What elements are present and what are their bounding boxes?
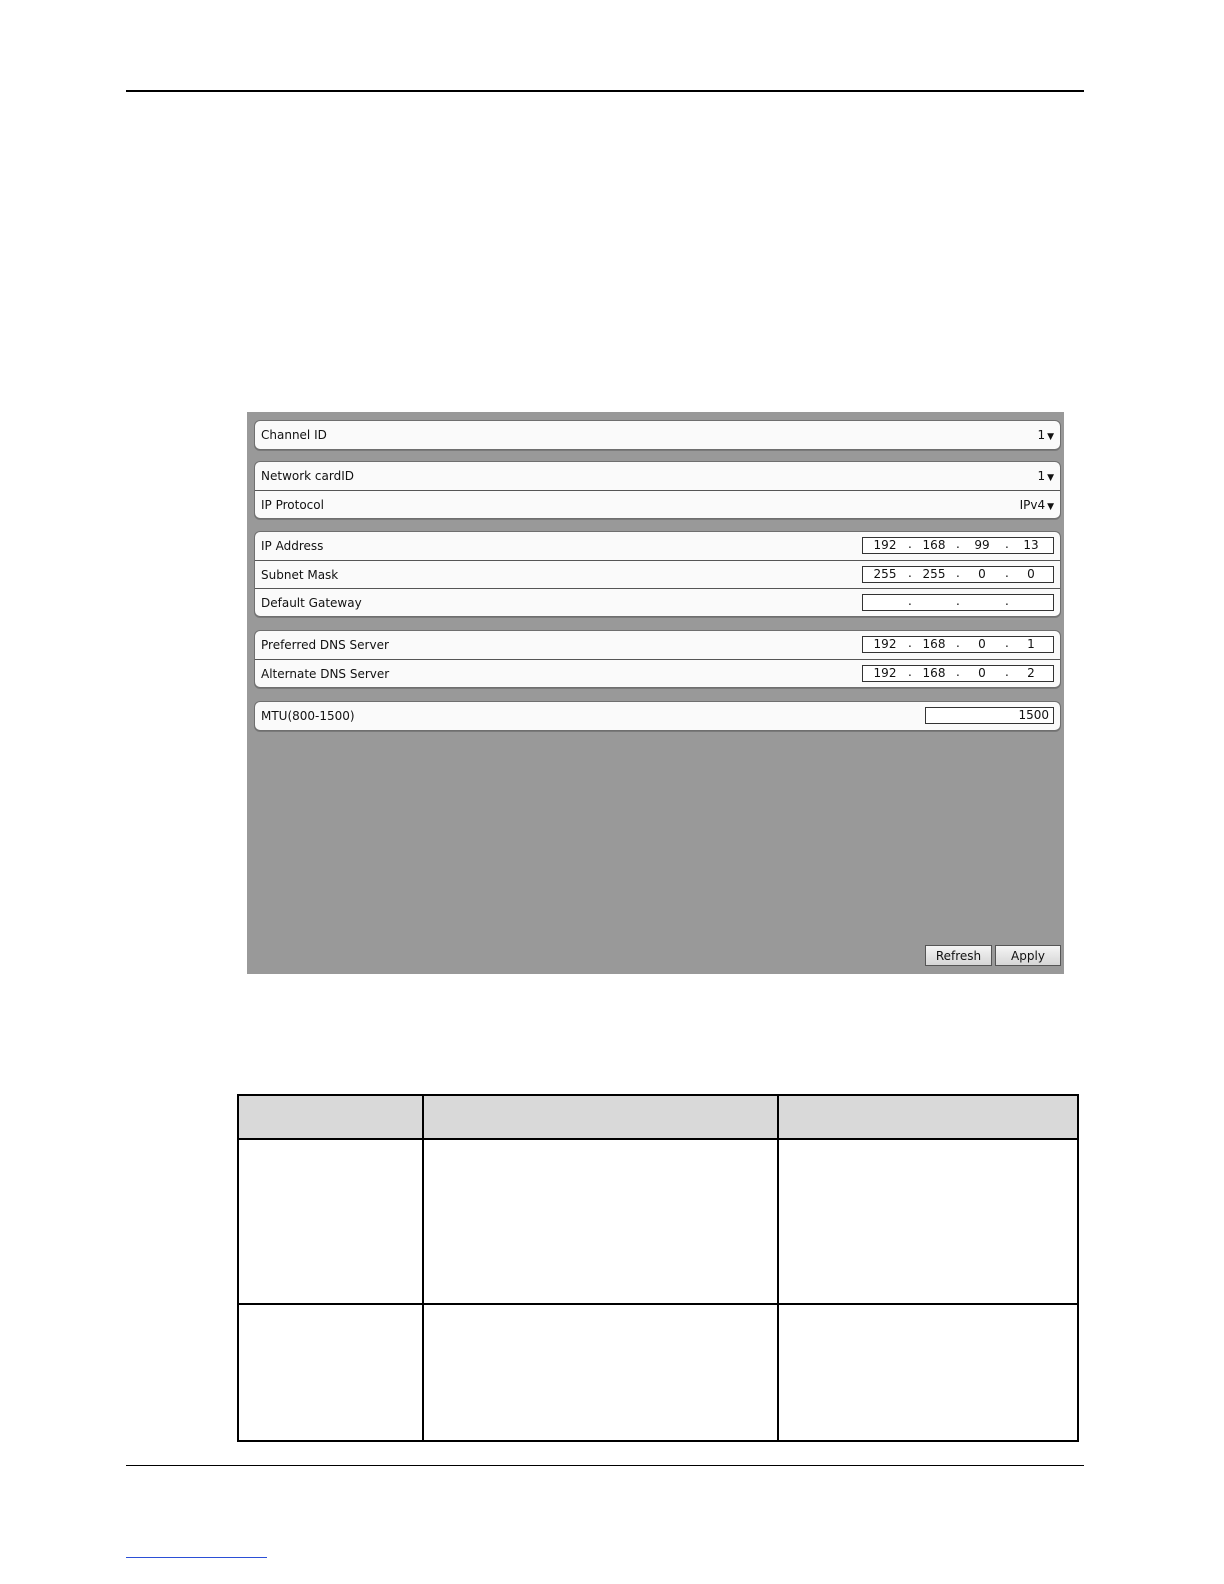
table-header-cell: [423, 1095, 778, 1139]
footer-link-underline: [126, 1557, 267, 1558]
octet[interactable]: 99: [974, 538, 990, 552]
table-row: [238, 1304, 1078, 1441]
octet[interactable]: 168: [922, 538, 946, 552]
channel-id-row: [255, 421, 1060, 449]
chevron-down-icon: ▼: [1047, 502, 1054, 512]
apply-button[interactable]: Apply: [995, 945, 1061, 966]
table-cell: [423, 1304, 778, 1441]
octet[interactable]: 2: [1027, 666, 1035, 680]
octet-dot: .: [956, 566, 960, 580]
channel-id-label: Channel ID: [261, 428, 327, 442]
ip-protocol-row: [255, 490, 1060, 518]
octet[interactable]: 13: [1023, 538, 1039, 552]
network-settings-screenshot: [247, 412, 1064, 974]
octet[interactable]: 192: [873, 666, 897, 680]
table-header-cell: [238, 1095, 423, 1139]
channel-id-select[interactable]: [1037, 428, 1054, 442]
octet[interactable]: 255: [922, 567, 946, 581]
octet-dot: .: [908, 566, 912, 580]
header-rule: [126, 90, 1084, 92]
ip-group: [254, 531, 1061, 617]
table-cell: [238, 1139, 423, 1304]
default-gateway-label: Default Gateway: [261, 596, 362, 610]
octet[interactable]: 1: [1027, 637, 1035, 651]
network-card-group: [254, 461, 1061, 519]
table-row: [238, 1139, 1078, 1304]
alternate-dns-field[interactable]: [862, 665, 1054, 682]
octet[interactable]: 168: [922, 666, 946, 680]
preferred-dns-row: [255, 631, 1060, 659]
table-cell: [238, 1304, 423, 1441]
octet-dot: .: [1005, 636, 1009, 650]
table-cell: [778, 1304, 1078, 1441]
channel-id-value: 1: [1037, 428, 1046, 442]
subnet-mask-row: [255, 560, 1060, 588]
ip-protocol-select[interactable]: [1020, 498, 1054, 512]
alternate-dns-row: [255, 659, 1060, 687]
octet[interactable]: 192: [873, 637, 897, 651]
table-cell: [778, 1139, 1078, 1304]
octet[interactable]: 192: [873, 538, 897, 552]
octet-dot: .: [908, 594, 912, 608]
subnet-mask-field[interactable]: [862, 566, 1054, 583]
octet[interactable]: 0: [1027, 567, 1035, 581]
chevron-down-icon: ▼: [1047, 432, 1054, 442]
octet-dot: .: [908, 537, 912, 551]
ip-address-label: IP Address: [261, 539, 324, 553]
octet-dot: .: [956, 665, 960, 679]
octet-dot: .: [908, 636, 912, 650]
ip-protocol-label: IP Protocol: [261, 498, 324, 512]
octet[interactable]: 0: [978, 666, 986, 680]
refresh-button[interactable]: Refresh: [925, 945, 992, 966]
network-card-select[interactable]: [1037, 469, 1054, 483]
mtu-row: [255, 702, 1060, 730]
network-card-value: 1: [1037, 469, 1046, 483]
dns-group: [254, 630, 1061, 688]
mtu-group: [254, 701, 1061, 731]
octet-dot: .: [956, 537, 960, 551]
preferred-dns-label: Preferred DNS Server: [261, 638, 389, 652]
octet[interactable]: 168: [922, 637, 946, 651]
octet-dot: .: [1005, 665, 1009, 679]
table-header-cell: [778, 1095, 1078, 1139]
octet-dot: .: [908, 665, 912, 679]
network-card-row: [255, 462, 1060, 490]
ip-address-row: [255, 532, 1060, 560]
channel-group: [254, 420, 1061, 450]
octet[interactable]: 0: [978, 637, 986, 651]
table-header-row: [238, 1095, 1078, 1139]
chevron-down-icon: ▼: [1047, 473, 1054, 483]
default-gateway-row: [255, 588, 1060, 616]
octet-dot: .: [1005, 566, 1009, 580]
ip-address-field[interactable]: [862, 537, 1054, 554]
default-gateway-field[interactable]: [862, 594, 1054, 611]
footer-rule: [126, 1465, 1084, 1466]
ip-protocol-value: IPv4: [1019, 498, 1046, 512]
mtu-label: MTU(800-1500): [261, 709, 355, 723]
octet-dot: .: [1005, 537, 1009, 551]
preferred-dns-field[interactable]: [862, 636, 1054, 653]
octet-dot: .: [956, 594, 960, 608]
parameter-table: [237, 1094, 1079, 1442]
octet[interactable]: 255: [873, 567, 897, 581]
mtu-input[interactable]: 1500: [925, 707, 1054, 724]
table-cell: [423, 1139, 778, 1304]
octet[interactable]: 0: [978, 567, 986, 581]
alternate-dns-label: Alternate DNS Server: [261, 667, 390, 681]
network-card-label: Network cardID: [261, 469, 354, 483]
subnet-mask-label: Subnet Mask: [261, 568, 339, 582]
octet-dot: .: [1005, 594, 1009, 608]
octet-dot: .: [956, 636, 960, 650]
